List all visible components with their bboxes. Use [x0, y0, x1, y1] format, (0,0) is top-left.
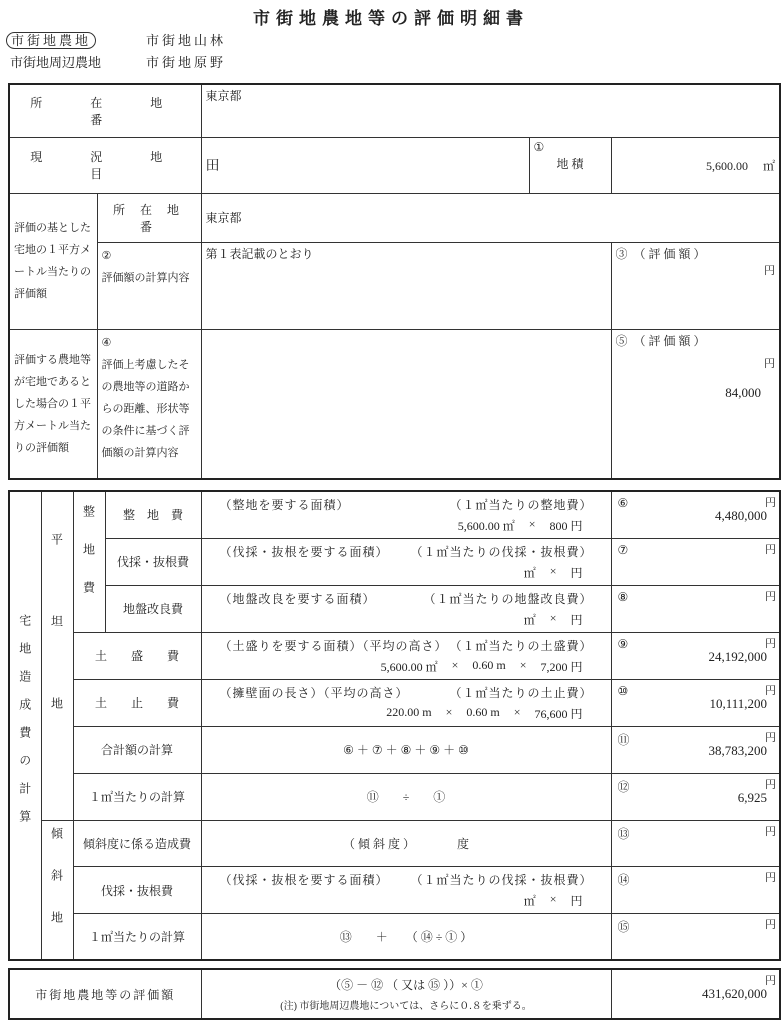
basis-label: 評価の基とした宅地の１平方メートル当たりの評価額: [9, 193, 97, 329]
section-label: 宅地造成費の計算: [9, 491, 41, 960]
result-amount: 4,480,000: [715, 508, 767, 523]
calc-value: ×: [451, 657, 459, 672]
calc-cell: [201, 726, 611, 773]
dev-row: [9, 773, 780, 820]
final-table: [8, 968, 781, 1020]
calc-label-a: （伐採・抜根を要する面積）: [219, 544, 389, 559]
category-suburban-farmland: 市街地周辺農地: [10, 55, 102, 70]
final-amount: 431,620,000: [702, 986, 767, 1001]
result-cell: [611, 820, 780, 867]
calc-value: 7,200 円: [540, 659, 583, 674]
calc-value: 5,600.00 ㎡: [457, 518, 515, 533]
final-formula: （⑤ － ⑫ （ 又は ⑮ ））× ①: [329, 978, 483, 992]
yen-unit: 円: [765, 778, 776, 791]
category-forest: 市街地山林: [146, 33, 227, 48]
result-mark: ⑫: [617, 779, 630, 794]
dev-row: [9, 538, 780, 585]
calc-cell: [201, 867, 611, 914]
calc-cell: [201, 913, 611, 960]
yen-unit: 円: [765, 497, 776, 509]
dev-row: [9, 632, 780, 679]
calc-value: 円: [570, 612, 583, 627]
location-label: 所 在 地 番: [9, 84, 201, 137]
calc-cell: [201, 773, 611, 820]
area-value-cell: [611, 137, 780, 193]
basis-location-value: 東京都: [201, 193, 780, 242]
calc4-label-cell: ④ 評価上考慮したその農地等の道路からの距離、形状等の条件に基づく評価額の計算内容: [97, 329, 201, 479]
calc-value: 0.60 m: [466, 704, 500, 719]
calc-label-b: （１㎡当たりの地盤改良費）: [423, 591, 593, 606]
calc4-value: [201, 329, 611, 479]
calc-value: ×: [513, 704, 521, 719]
result-mark: ⑩: [617, 683, 629, 698]
row-label: 伐採・抜根費: [73, 867, 201, 914]
result-mark: ⑨: [617, 636, 629, 651]
area-value: 5,600.00: [705, 158, 748, 173]
leveling-group-label: 整地費: [73, 491, 105, 632]
result-cell: [611, 538, 780, 585]
calc-cell: [201, 585, 611, 632]
calc-value: 0.60 m: [472, 657, 506, 672]
result-mark: ⑥: [617, 496, 629, 510]
landuse-label: 現 況 地 目: [9, 137, 201, 193]
dev-row: [9, 726, 780, 773]
slope-label: 傾斜地: [41, 820, 73, 960]
dev-row: [9, 820, 780, 867]
calc-cell: [201, 632, 611, 679]
formula: （ 傾 斜 度 ） 度: [342, 836, 469, 851]
formula: ⑬ ＋ （ ⑭ ÷ ① ）: [339, 929, 473, 944]
calc-cell: [201, 679, 611, 726]
result-cell: [611, 679, 780, 726]
calc2-value: 第１表記載のとおり: [201, 242, 611, 329]
result-amount: 38,783,200: [708, 742, 767, 758]
row-label: 傾斜度に係る造成費: [73, 820, 201, 867]
result-amount: 6,925: [737, 789, 767, 805]
calc-label-b: （１㎡当たりの伐採・抜根費）: [410, 873, 593, 888]
calc-value: ×: [549, 892, 557, 907]
basis-location-label: 所 在 地 番: [97, 193, 201, 242]
calc2-label-cell: ② 評価額の計算内容: [97, 242, 201, 329]
final-amount-cell: 円 431,620,000: [611, 969, 780, 1019]
calc-value: 220.00 m: [386, 704, 432, 719]
category-wilderness: 市街地原野: [146, 55, 227, 70]
farm-label: 評価する農地等が宅地であるとした場合の１平方メートル当たりの評価額: [9, 329, 97, 479]
calc-value: ×: [445, 704, 453, 719]
area-label: 地 積: [556, 156, 584, 171]
final-label: 市街地農地等の評価額: [9, 969, 201, 1019]
calc-value: ㎡: [523, 894, 536, 909]
dev-row: [9, 913, 780, 960]
calc-value: ×: [519, 657, 527, 672]
row-label: 伐採・抜根費: [105, 538, 201, 585]
result-cell: [611, 632, 780, 679]
calc-value: 76,600 円: [534, 706, 583, 721]
yen-unit: 円: [765, 825, 776, 838]
calc-label-a: （地盤改良を要する面積）: [219, 591, 376, 606]
calc-value: ×: [549, 563, 557, 578]
calc-label-a: （伐採・抜根を要する面積）: [219, 873, 389, 888]
row-label: 地盤改良費: [105, 585, 201, 632]
final-note: (注) 市街地周辺農地については、さらに０.８を乗ずる。: [280, 1001, 532, 1012]
category-farmland-selected: 市街地農地: [6, 30, 96, 49]
development-cost-table: [8, 490, 781, 961]
row-label: 合計額の計算: [73, 726, 201, 773]
calc-value: ×: [528, 516, 536, 531]
row-label: 土 止 費: [73, 679, 201, 726]
result-mark: ⑪: [617, 732, 630, 747]
final-formula-cell: [201, 969, 611, 1019]
eval5-cell: ⑤ （ 評 価 額 ） 円 84,000: [611, 329, 780, 479]
calc-value: ×: [549, 610, 557, 625]
result-mark: ⑭: [617, 873, 630, 888]
mark-1: ①: [533, 139, 545, 154]
calc-value: ㎡: [523, 565, 536, 580]
result-cell: [611, 773, 780, 820]
area-unit: ㎡: [763, 158, 776, 173]
result-mark: ⑧: [617, 589, 629, 604]
row-label: １㎡当たりの計算: [73, 773, 201, 820]
dev-row: [9, 491, 780, 538]
calc-value: 5,600.00 ㎡: [380, 659, 438, 674]
calc-label-b: （１㎡当たりの伐採・抜根費）: [410, 544, 593, 559]
top-table: [8, 83, 781, 480]
landuse-value: 田: [201, 137, 529, 193]
result-cell: [611, 491, 780, 538]
calc-cell: [201, 491, 611, 538]
yen-unit: 円: [765, 872, 776, 885]
result-amount: 24,192,000: [708, 648, 767, 664]
dev-row: [9, 679, 780, 726]
calc-label-a: （擁壁面の長さ）（平均の高さ）: [219, 685, 409, 700]
formula: ⑪ ÷ ①: [366, 790, 446, 804]
calc-value: ㎡: [523, 612, 536, 627]
yen-unit: 円: [765, 543, 776, 556]
area-label-cell: [529, 137, 611, 193]
yen-unit: 円: [765, 918, 776, 931]
yen-unit: 円: [765, 637, 776, 650]
flat-label: 平坦地: [41, 491, 73, 820]
formula: ⑥ ＋ ⑦ ＋ ⑧ ＋ ⑨ ＋ ⑩: [343, 743, 469, 757]
location-value: 東京都: [201, 84, 780, 137]
row-label: １㎡当たりの計算: [73, 913, 201, 960]
yen-unit: 円: [765, 590, 776, 603]
result-mark: ⑮: [617, 919, 630, 934]
yen-unit: 円: [765, 684, 776, 697]
calc-value: 円: [570, 894, 583, 909]
dev-row: [9, 867, 780, 914]
calc-label-a: （整地を要する面積）: [219, 497, 350, 512]
result-mark: ⑦: [617, 542, 629, 557]
eval3-cell: ③ （ 評 価 額 ） 円: [611, 242, 780, 329]
calc-value: 800 円: [549, 518, 583, 533]
yen-unit: 円: [765, 731, 776, 744]
dev-row: [9, 585, 780, 632]
row-label: 整 地 費: [105, 491, 201, 538]
row-label: 土 盛 費: [73, 632, 201, 679]
result-cell: [611, 867, 780, 914]
result-cell: [611, 585, 780, 632]
result-mark: ⑬: [617, 826, 630, 841]
calc-label-b: （１㎡当たりの土盛費）: [449, 638, 593, 653]
calc-cell: [201, 820, 611, 867]
result-cell: [611, 726, 780, 773]
calc-label-b: （１㎡当たりの土止費）: [449, 685, 593, 700]
calc-cell: [201, 538, 611, 585]
calc-label-a: （土盛りを要する面積）（平均の高さ）: [219, 638, 448, 653]
page-title: 市街地農地等の評価明細書: [253, 9, 529, 28]
calc-value: 円: [570, 565, 583, 580]
calc-label-b: （１㎡当たりの整地費）: [449, 497, 593, 512]
result-cell: [611, 913, 780, 960]
result-amount: 10,111,200: [709, 695, 767, 711]
